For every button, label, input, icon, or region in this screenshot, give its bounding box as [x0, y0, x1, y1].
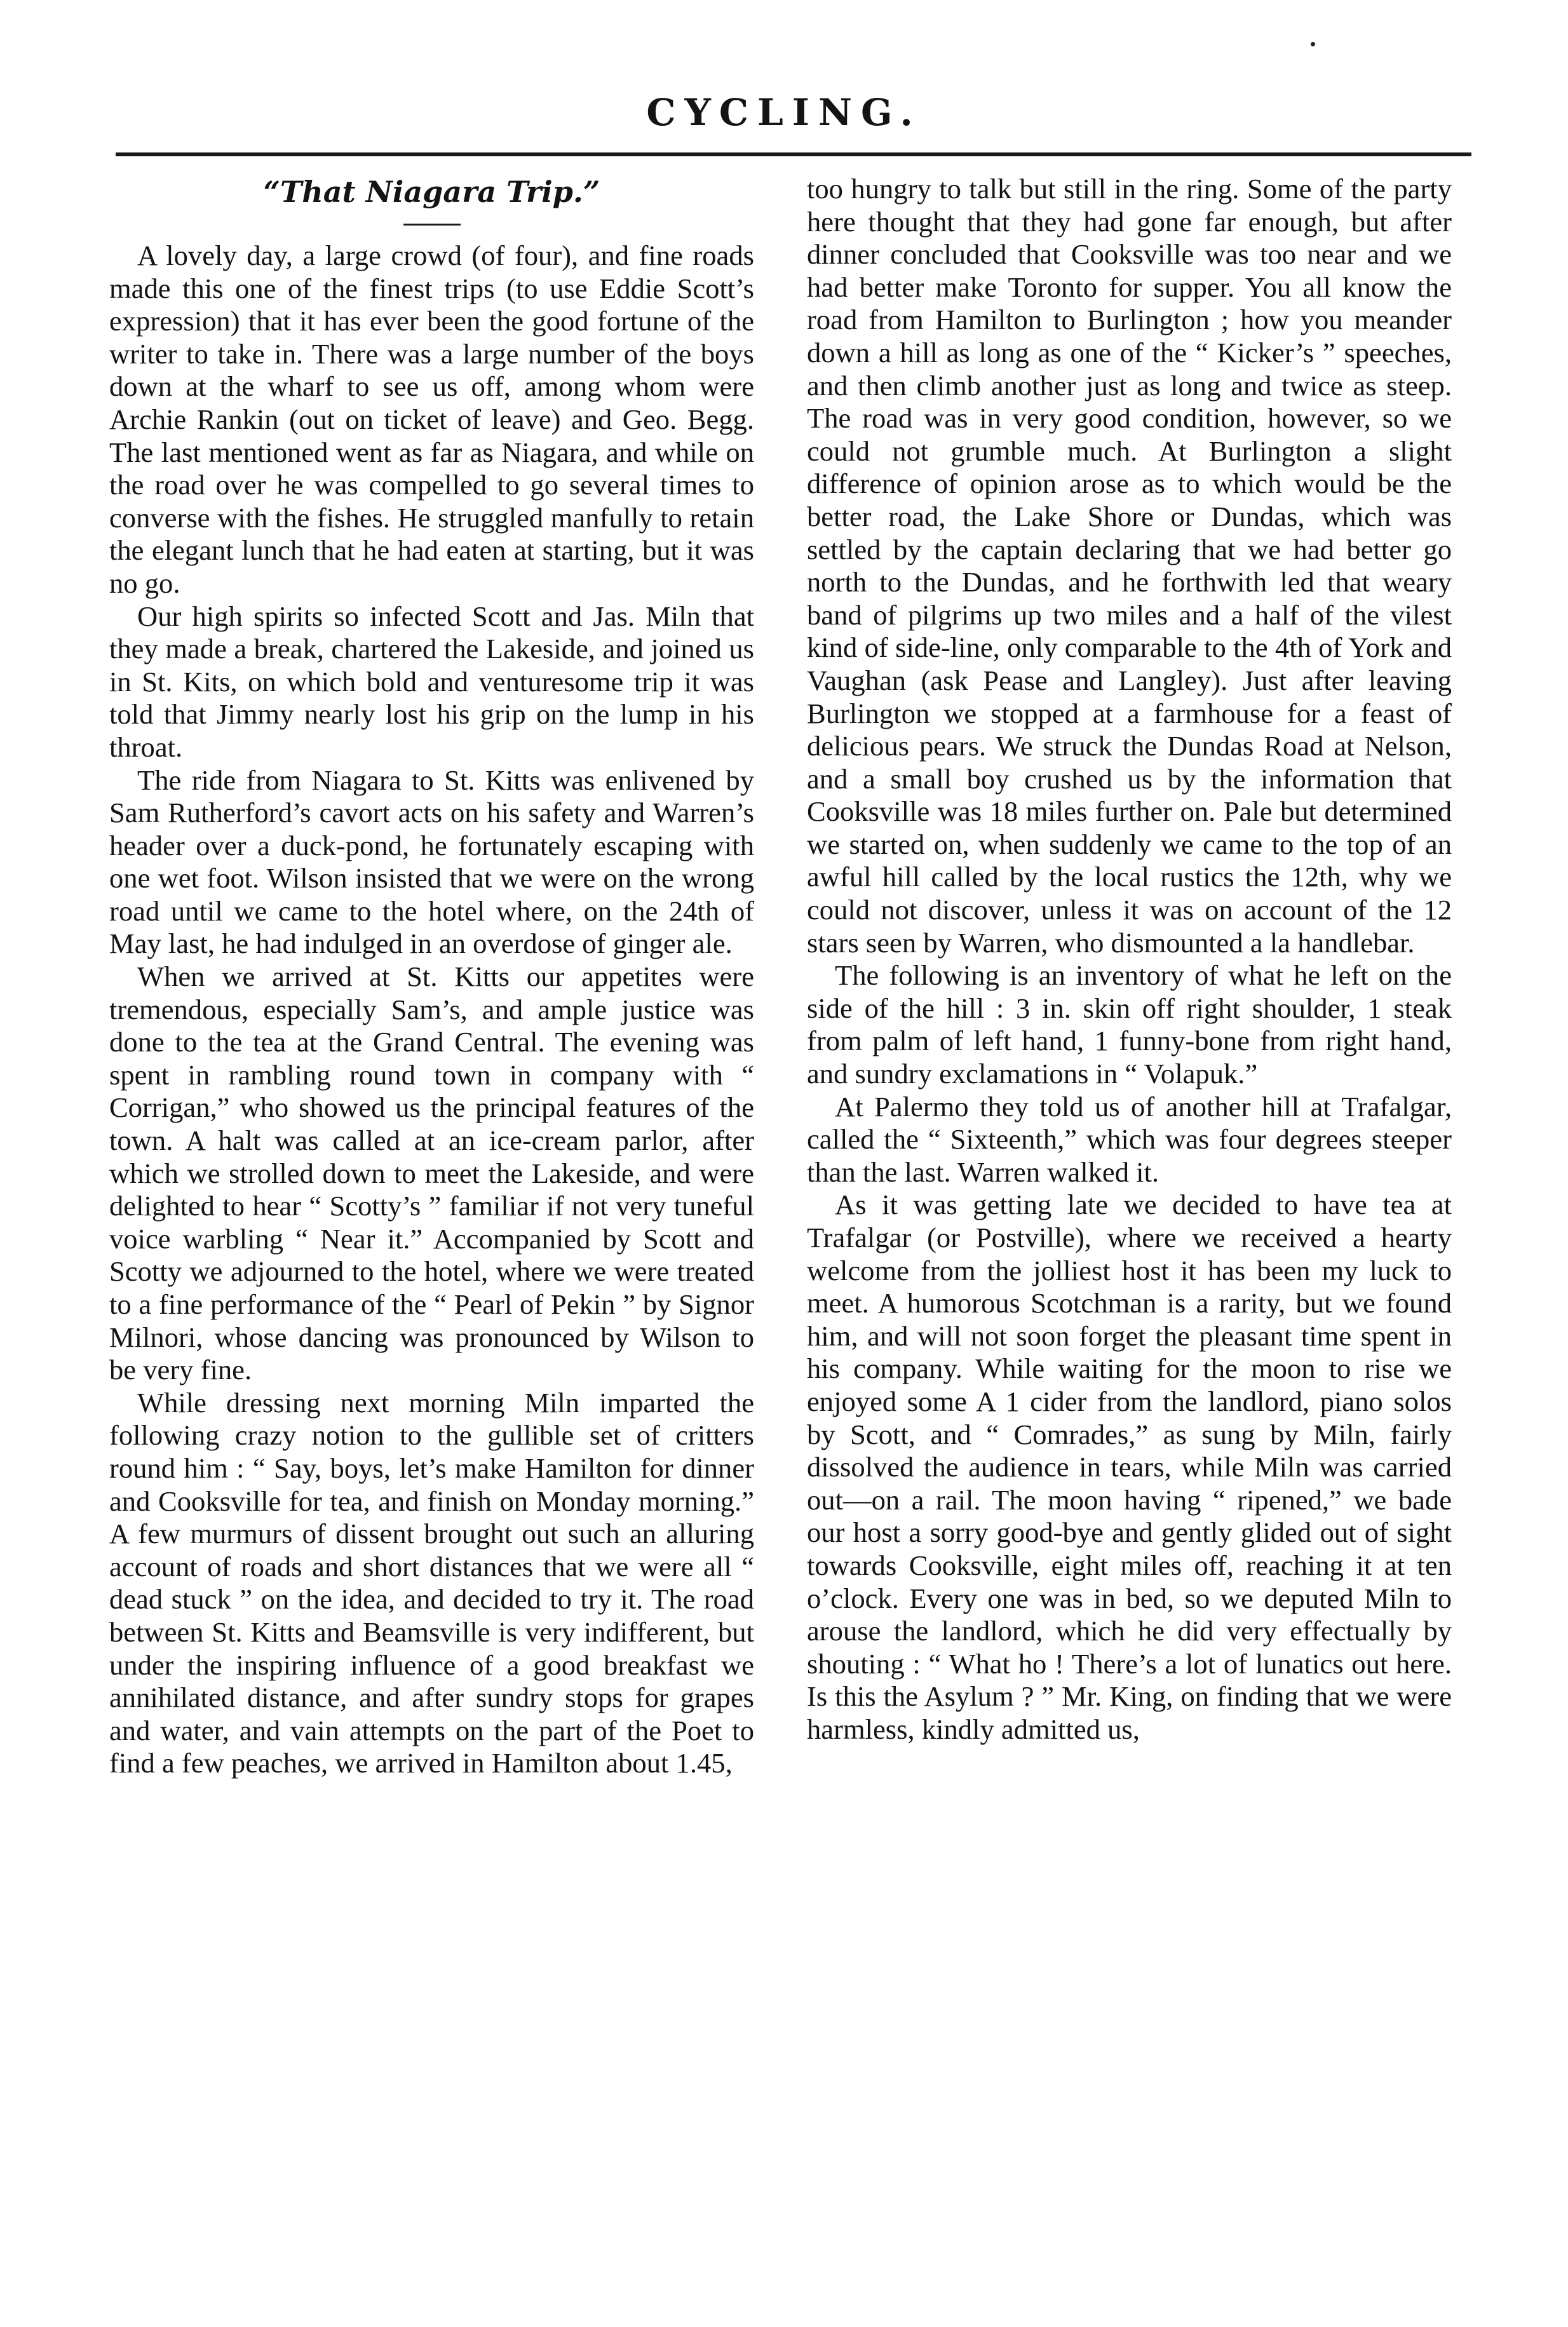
paragraph: While dressing next morning Miln imparted the following crazy notion to the gullible set of critters round him : “ Say, boys, let’s make Hamilton for dinner and Cooksville for tea, and finish on Monday morning.” A few murmurs of dissent brought out such an alluring account of roads and short distances that we were all “ dead stuck ” on the idea, and decided to try it. The road between St. Kitts and Beamsville is very indifferent, but under the inspiring influence of a good breakfast we annihilated distance, and after sundry stops for grapes and water, and vain attempts on the part of the Poet to find a few peaches, we arrived in Hamilton about 1.45, — [109, 1386, 754, 1779]
right-column — [807, 173, 1452, 1746]
article-title: “That Niagara Trip.” — [263, 175, 600, 209]
left-column — [109, 173, 754, 1780]
title-rule — [403, 224, 461, 226]
paragraph: When we arrived at St. Kitts our appetites were tremendous, especially Sam’s, and ample justice was done to the tea at the Grand Central. The evening was spent in rambling round town in company with “ Corrigan,” who showed us the principal features of the town. A halt was called at an ice-cream parlor, after which we strolled down to meet the Lakeside, and were delighted to hear “ Scotty’s ” familiar if not very tuneful voice warbling “ Near it.” Accompanied by Scott and Scotty we adjourned to the hotel, where we were treated to a fine performance of the “ Pearl of Pekin ” by Signor Milnori, whose dancing was pronounced by Wilson to be very fine. — [109, 961, 754, 1386]
paragraph: At Palermo they told us of another hill at Trafalgar, called the “ Sixteenth,” which was four degrees steeper than the last. Warren walked it. — [807, 1090, 1452, 1188]
paragraph: Our high spirits so infected Scott and Jas. Miln that they made a break, chartered the Lakeside, and joined us in St. Kits, on which bold and venturesome trip it was told that Jimmy nearly lost his grip on the lump in his throat. — [109, 600, 754, 763]
masthead: CYCLING. — [646, 91, 922, 134]
paragraph: A lovely day, a large crowd (of four), and fine roads made this one of the finest trips (to use Eddie Scott’s expression) that it has ever been the good fortune of the writer to take in. There was a large number of the boys down at the wharf to see us off, among whom were Archie Rankin (out on ticket of leave) and Geo. Begg. The last mentioned went as far as Niagara, and while on the road over he was compelled to go several times to converse with the fishes. He struggled manfully to retain the elegant lunch that he had eaten at starting, but it was no go. — [109, 239, 754, 599]
header-rule — [116, 152, 1471, 156]
paragraph: The following is an inventory of what he left on the side of the hill : 3 in. skin off right shoulder, 1 steak from palm of left hand, 1 funny-bone from right hand, and sundry exclamations in “ Volapuk.” — [807, 959, 1452, 1090]
paragraph: As it was getting late we decided to have tea at Trafalgar (or Postville), where we received a hearty welcome from the jolliest host it has been my luck to meet. A humorous Scotchman is a rarity, but we found him, and will not soon forget the pleasant time spent in his company. While waiting for the moon to rise we enjoyed some A 1 cider from the landlord, piano solos by Scott, and “ Comrades,” as sung by Miln, fairly dissolved the audience in tears, while Miln was carried out—on a rail. The moon having “ ripened,” we bade our host a sorry good-bye and gently glided out of sight towards Cooksville, eight miles off, reaching it at ten o’clock. Every one was in bed, so we deputed Miln to arouse the landlord, which he did very effectually by shouting : “ What ho ! There’s a lot of lunatics out here. Is this the Asylum ? ” Mr. King, on finding that we were harmless, kindly admitted us, — [807, 1189, 1452, 1745]
paragraph-continued: too hungry to talk but still in the ring. Some of the party here thought that they had gone far enough, but after dinner concluded that Cooksville was too near and we had better make Toronto for supper. You all know the road from Hamilton to Burlington ; how you meander down a hill as long as one of the “ Kicker’s ” speeches, and then climb another just as long and twice as steep. The road was in very good condition, however, so we could not grumble much. At Burlington a slight difference of opinion arose as to which would be the better road, the Lake Shore or Dundas, which was settled by the captain declaring that we had better go north to the Dundas, and he forthwith led that weary band of pilgrims up two miles and a half of the vilest kind of side-line, only comparable to the 4th of York and Vaughan (ask Pease and Langley). Just after leaving Burlington we stopped at a farmhouse for a feast of delicious pears. We struck the Dundas Road at Nelson, and a small boy crushed us by the information that Cooksville was 18 miles further on. Pale but determined we started on, when suddenly we came to the top of an awful hill called by the local rustics the 12th, why we could not discover, unless it was on account of the 12 stars seen by Warren, who dismounted a la handlebar. — [807, 173, 1452, 959]
paragraph: The ride from Niagara to St. Kitts was enlivened by Sam Rutherford’s cavort acts on his safety and Warren’s header over a duck-pond, he fortunately escaping with one wet foot. Wilson insisted that we were on the wrong road until we came to the hotel where, on the 24th of May last, he had indulged in an overdose of ginger ale. — [109, 764, 754, 960]
stray-ink-dot — [1311, 42, 1315, 46]
